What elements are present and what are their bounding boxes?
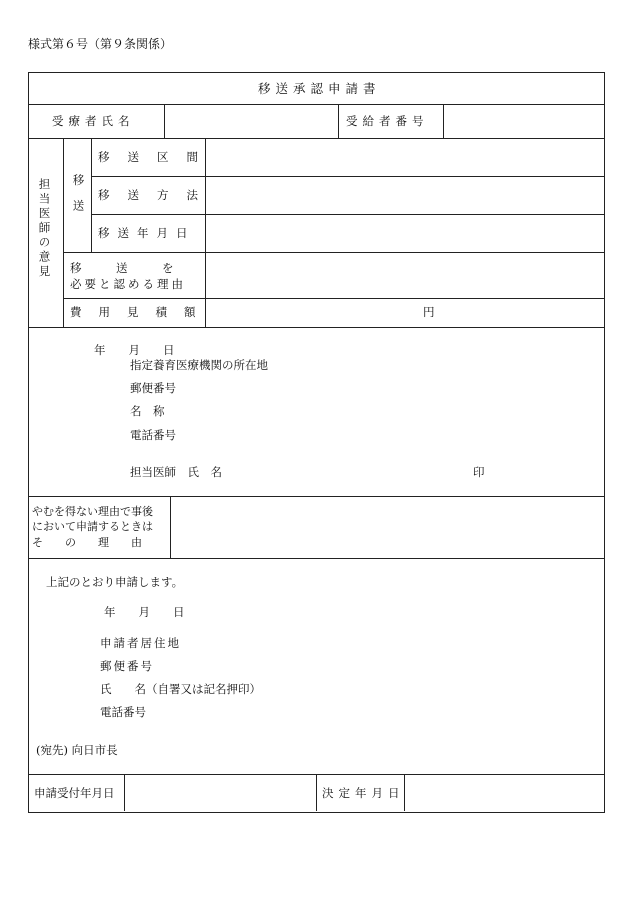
transport-date-field[interactable] xyxy=(206,215,602,251)
doctor-date: 年 月 日 xyxy=(94,343,175,357)
cost-unit: 円 xyxy=(423,305,435,319)
recipient-number-field[interactable] xyxy=(444,105,602,137)
transport-method-label: 移送方法 xyxy=(98,188,216,202)
cost-label: 費用見積額 xyxy=(70,305,213,319)
doctor-seal: 印 xyxy=(473,465,485,479)
recipient-number-label: 受給者番号 xyxy=(346,114,429,128)
reason-label-line1: 移 送 を xyxy=(70,261,174,275)
applicant-phone: 電話番号 xyxy=(100,705,146,719)
form-title: 移送承認申請書 xyxy=(258,81,381,96)
doctor-facility-name: 名 称 xyxy=(130,404,165,418)
decision-date-label: 決定年月日 xyxy=(322,786,405,800)
reason-label-line2: 必要と認める理由 xyxy=(70,277,186,291)
transport-date-label: 移送年月日 xyxy=(98,226,196,240)
doctor-postal-code: 郵便番号 xyxy=(130,381,176,395)
late-reason-line1: やむを得ない理由で事後 xyxy=(32,505,153,518)
doctor-name: 担当医師 氏 名 xyxy=(130,465,222,479)
reason-field[interactable] xyxy=(206,253,602,297)
late-reason-line3: そ の 理 由 xyxy=(32,536,142,549)
received-date-label: 申請受付年月日 xyxy=(34,786,115,800)
applicant-address: 申請者居住地 xyxy=(100,636,181,650)
recipient-name-field[interactable] xyxy=(165,105,337,137)
transport-method-field[interactable] xyxy=(206,177,602,213)
received-date-field[interactable] xyxy=(125,775,315,810)
doctor-facility-address: 指定養育医療機関の所在地 xyxy=(130,358,268,372)
form-number: 様式第６号（第９条関係） xyxy=(28,37,173,51)
doctor-phone: 電話番号 xyxy=(130,428,176,442)
applicant-name: 氏 名（自署又は記名押印） xyxy=(100,682,261,696)
transport-section-field[interactable] xyxy=(206,139,602,175)
late-reason-line2: において申請するときは xyxy=(32,520,153,533)
applicant-date: 年 月 日 xyxy=(104,605,185,619)
applicant-intro: 上記のとおり申請します。 xyxy=(46,575,184,589)
transport-section-label: 移送区間 xyxy=(98,150,216,164)
applicant-postal-code: 郵便番号 xyxy=(100,659,154,673)
recipient-name-label: 受療者氏名 xyxy=(52,114,135,128)
cost-field[interactable] xyxy=(206,299,602,326)
late-reason-field[interactable] xyxy=(171,497,602,557)
doctor-opinion-label: 担当医師の意見 xyxy=(37,178,52,280)
transport-label: 移送 xyxy=(71,174,86,225)
decision-date-field[interactable] xyxy=(405,775,602,810)
addressee: (宛先) 向日市長 xyxy=(36,743,118,757)
